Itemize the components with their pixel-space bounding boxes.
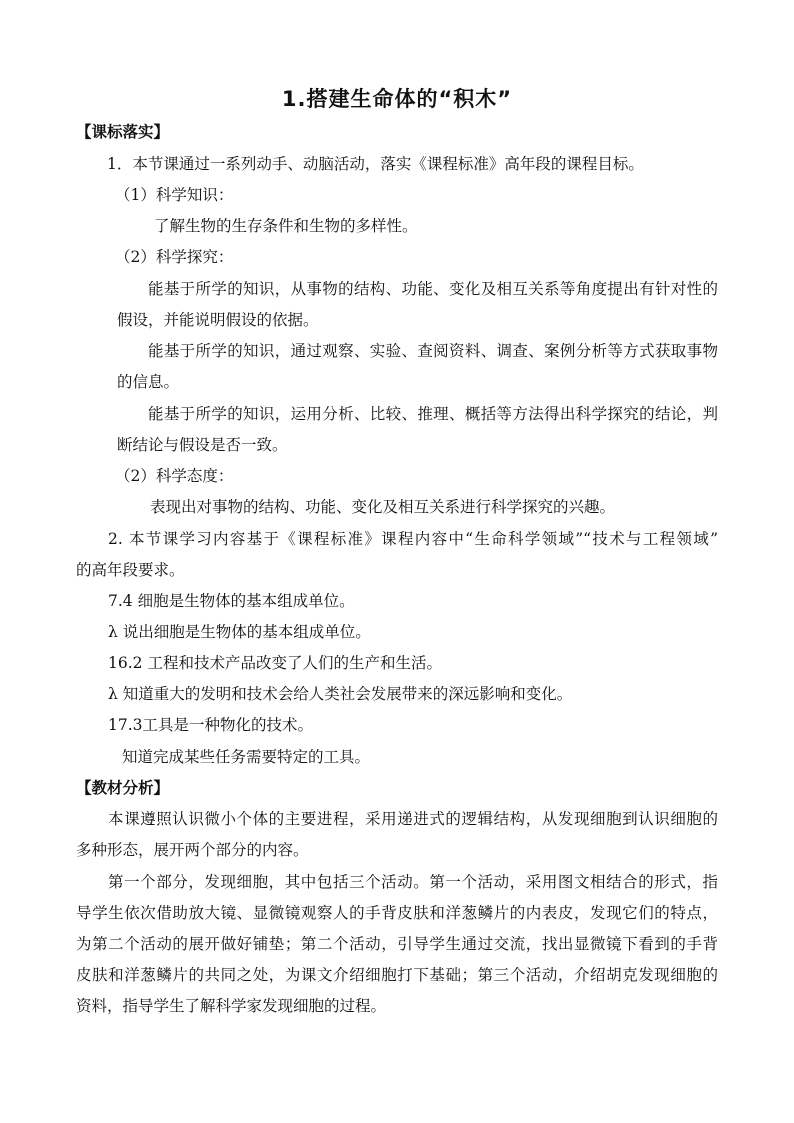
analysis-paragraph-2-line-2: 导学生依次借助放大镜、显微镜观察人的手背皮肤和洋葱鳞片的内表皮，发现它们的特点， (76, 904, 718, 922)
inquiry-paragraph-3-line-1: 能基于所学的知识，运用分析、比较、推理、概括等方法得出科学探究的结论，判 (148, 405, 718, 423)
analysis-paragraph-2-line-5: 资料，指导学生了解科学家发现细胞的过程。 (76, 997, 387, 1015)
standards-item-2-line-2: 的高年段要求。 (76, 561, 185, 579)
page-title: 1.搭建生命体的“积木” (281, 87, 513, 111)
knowledge-text: 了解生物的生存条件和生物的多样性。 (154, 217, 418, 235)
standard-7-4-point: λ 说出细胞是生物体的基本组成单位。 (108, 623, 371, 641)
inquiry-paragraph-1-line-2: 假设，并能说明假设的依据。 (117, 311, 319, 329)
section-heading-standards: 【课标落实】 (76, 123, 170, 141)
standard-16-2-point: λ 知道重大的发明和技术会给人类社会发展带来的深远影响和变化。 (108, 685, 573, 703)
inquiry-paragraph-3-line-2: 断结论与假设是否一致。 (117, 436, 288, 454)
analysis-paragraph-1-line-2: 多种形态，展开两个部分的内容。 (76, 841, 309, 859)
inquiry-paragraph-2-line-1: 能基于所学的知识，通过观察、实验、查阅资料、调查、案例分析等方式获取事物 (148, 342, 718, 360)
analysis-paragraph-2-line-3: 为第二个活动的展开做好铺垫；第二个活动，引导学生通过交流，找出显微镜下看到的手背 (76, 935, 718, 953)
attitude-label: （2）科学态度： (115, 467, 234, 485)
standard-17-3-point: 知道完成某些任务需要特定的工具。 (122, 748, 371, 766)
analysis-paragraph-2-line-1: 第一个部分，发现细胞，其中包括三个活动。第一个活动，采用图文相结合的形式，指 (108, 873, 718, 891)
standards-item-1: 1．本节课通过一系列动手、动脑活动，落实《课程标准》高年段的课程目标。 (107, 155, 644, 173)
attitude-text: 表现出对事物的结构、功能、变化及相互关系进行科学探究的兴趣。 (150, 498, 616, 516)
standard-16-2: 16.2 工程和技术产品改变了人们的生产和生活。 (108, 654, 442, 672)
section-heading-analysis: 【教材分析】 (76, 779, 170, 797)
analysis-paragraph-1-line-1: 本课遵照认识微小个体的主要进程，采用递进式的逻辑结构，从发现细胞到认识细胞的 (108, 810, 718, 828)
inquiry-paragraph-1-line-1: 能基于所学的知识，从事物的结构、功能、变化及相互关系等角度提出有针对性的 (148, 280, 718, 298)
inquiry-paragraph-2-line-2: 的信息。 (117, 373, 180, 391)
standards-item-2-line-1: 2. 本节课学习内容基于《课程标准》课程内容中“生命科学领域”“技术与工程领域” (108, 530, 718, 548)
knowledge-label: （1）科学知识： (115, 186, 234, 204)
standard-7-4: 7.4 细胞是生物体的基本组成单位。 (108, 592, 355, 610)
standard-17-3: 17.3工具是一种物化的技术。 (108, 716, 314, 734)
analysis-paragraph-2-line-4: 皮肤和洋葱鳞片的共同之处，为课文介绍细胞打下基础；第三个活动，介绍胡克发现细胞的 (76, 966, 718, 984)
inquiry-label: （2）科学探究： (115, 248, 234, 266)
